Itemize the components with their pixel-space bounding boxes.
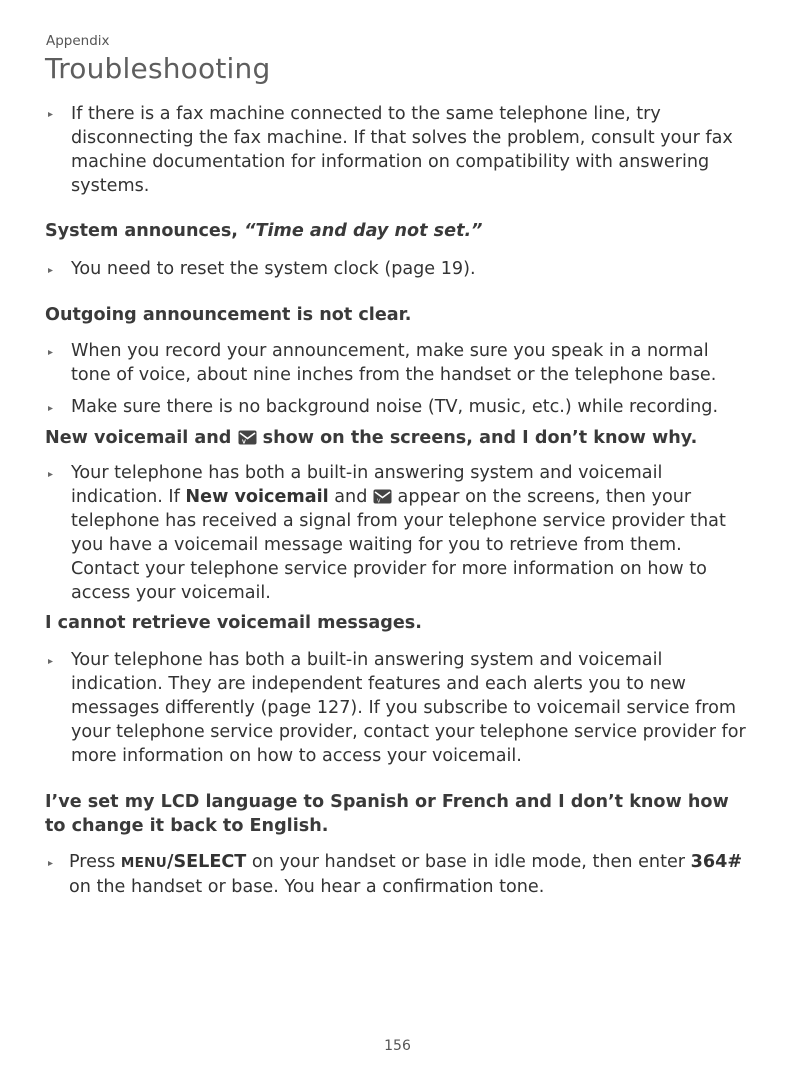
page-title: Troubleshooting: [45, 52, 271, 85]
item-reset-clock: You need to reset the system clock (page 19).: [71, 259, 476, 279]
heading-new-voicemail: New voicemail and V show on the screens, and I don’t know why.: [45, 428, 698, 448]
item-background-noise: Make sure there is no background noise (TV, music, etc.) while recording.: [71, 397, 719, 417]
svg-text:V: V: [376, 498, 381, 504]
svg-text:V: V: [241, 439, 246, 445]
item-voicemail-indication: Your telephone has both a built-in answering system and voicemail indication. If New voicemail and V appear on the screens, then your telephone has received a signal from your telephone service provider that you have a voicemail message waiting for you to retrieve from them. Contact your telephone service provider for more information on how to access your voicemail.: [71, 463, 726, 603]
item-press-menu-select: Press MENU/SELECT on your handset or base in idle mode, then enter 364# on the handset or base. You hear a confirmation tone.: [69, 852, 743, 897]
triangle-bullet-icon: [46, 656, 56, 666]
select-key-label: /SELECT: [167, 852, 247, 872]
triangle-bullet-icon: [46, 347, 56, 357]
page-number: 156: [384, 1038, 411, 1054]
menu-key-label: MENU: [120, 855, 168, 871]
triangle-bullet-icon: [46, 858, 56, 868]
item-speak-normal: When you record your announcement, make sure you speak in a normal tone of voice, about nine inches from the handset or the telephone base.: [71, 341, 717, 385]
intro-item: If there is a fax machine connected to the same telephone line, try disconnecting the fax machine. If that solves the problem, consult your fax machine documentation for information on compatibility with answering systems.: [71, 104, 733, 196]
heading-announcement-not-clear: Outgoing announcement is not clear.: [45, 305, 412, 325]
triangle-bullet-icon: [46, 403, 56, 413]
triangle-bullet-icon: [46, 265, 56, 275]
voicemail-envelope-icon: [373, 487, 392, 502]
language-code: 364#: [690, 852, 743, 872]
voicemail-envelope-icon: [238, 428, 257, 443]
heading-time-not-set: System announces, “Time and day not set.”: [45, 221, 483, 241]
triangle-bullet-icon: [46, 469, 56, 479]
heading-cannot-retrieve: I cannot retrieve voicemail messages.: [45, 613, 422, 633]
section-label: Appendix: [46, 33, 110, 49]
triangle-bullet-icon: [46, 109, 56, 119]
item-independent-features: Your telephone has both a built-in answering system and voicemail indication. They are independent features and each alerts you to new messages differently (page 127). If you subscribe to voicemail service from your telephone service provider, contact your telephone service provider for more information on how to access your voicemail.: [71, 650, 746, 766]
heading-lcd-language: I’ve set my LCD language to Spanish or French and I don’t know how to change it back to English.: [45, 792, 729, 836]
